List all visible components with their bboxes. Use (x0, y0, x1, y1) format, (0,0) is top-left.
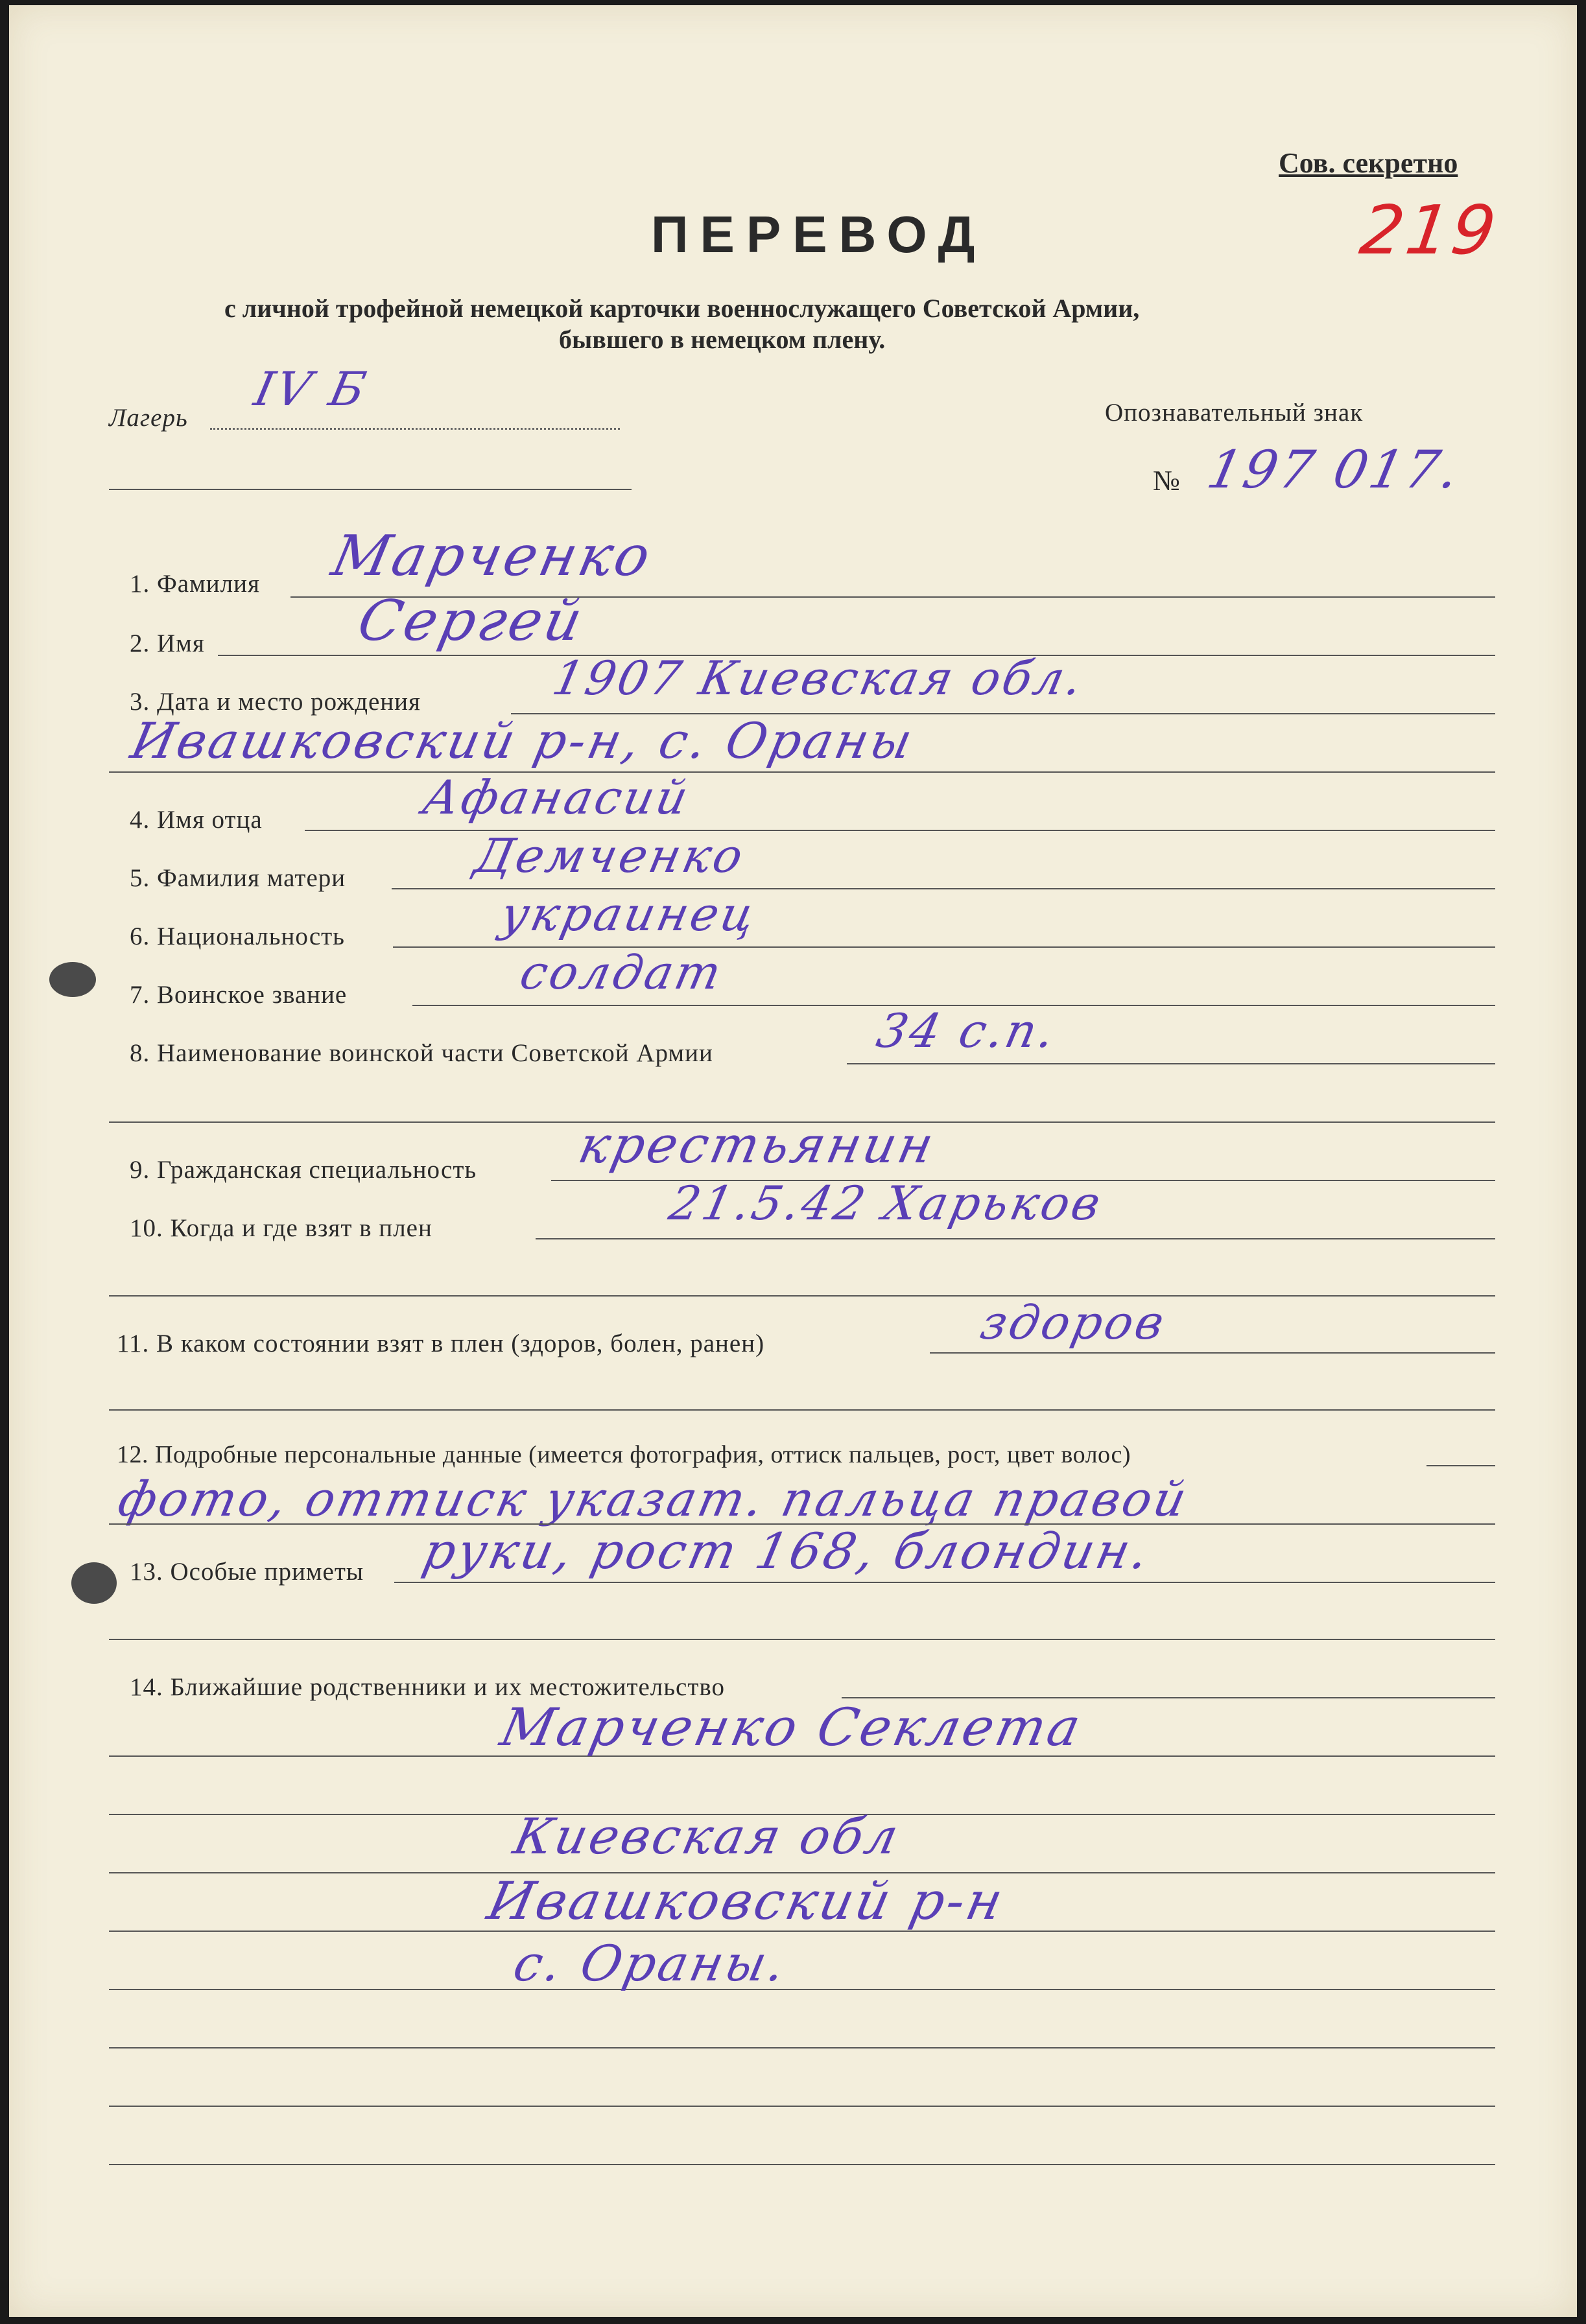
classification-label: Сов. секретно (1279, 147, 1458, 179)
identifier-value: 197 017. (1202, 440, 1467, 500)
field-9-value: крестьянин (573, 1116, 941, 1175)
camp-line-2 (109, 489, 632, 490)
field-3-label: 3. Дата и место рождения (130, 688, 421, 716)
field-11-line-2 (109, 1409, 1495, 1411)
identifier-prefix: № (1153, 465, 1180, 497)
number-stamp: 219 (1355, 191, 1504, 270)
identifier-label: Опознавательный знак (1105, 399, 1364, 427)
field-14-value-3: Ивашковский р-н (482, 1871, 1011, 1931)
field-8-label: 8. Наименование воинской части Советской Армии (130, 1039, 713, 1067)
field-13-value: руки, рост 168, блондин. (418, 1522, 1157, 1580)
field-14-line-6 (109, 1989, 1495, 1990)
field-2-value: Сергей (352, 589, 591, 653)
field-2-label: 2. Имя (130, 629, 205, 657)
field-10-line (536, 1238, 1495, 1239)
field-12-line (1426, 1465, 1495, 1466)
field-12-value: фото, оттиск указат. пальца правой (113, 1472, 1194, 1527)
punch-hole-top (49, 962, 96, 997)
subtitle-line-2: бывшего в немецком плену. (559, 325, 886, 354)
field-8-line (847, 1063, 1495, 1064)
field-14-line-9 (109, 2164, 1495, 2165)
field-5-value: Демченко (470, 828, 750, 883)
field-6-label: 6. Национальность (130, 922, 345, 950)
field-7-value: солдат (515, 945, 729, 1000)
camp-line (210, 428, 620, 430)
field-11-line (930, 1352, 1495, 1354)
separator-line-1 (109, 1295, 1495, 1297)
field-10-value: 21.5.42 Харьков (665, 1176, 1108, 1230)
camp-label: Лагерь (109, 404, 188, 432)
field-1-value: Марченко (326, 524, 659, 589)
page-title: ПЕРЕВОД (651, 205, 987, 263)
field-10-label: 10. Когда и где взят в плен (130, 1214, 432, 1242)
field-9-label: 9. Гражданская специальность (130, 1156, 477, 1184)
field-3-line-2 (109, 771, 1495, 773)
field-14-label: 14. Ближайшие родственники и их местожительство (130, 1673, 726, 1701)
field-7-label: 7. Воинское звание (130, 981, 348, 1009)
subtitle-line-1: с личной трофейной немецкой карточки военнослужащего Советской Армии, (224, 294, 1140, 323)
field-14-value-1: Марченко Секлета (495, 1697, 1089, 1757)
field-14-value-2: Киевская обл (508, 1807, 906, 1865)
field-8-value: 34 с.п. (872, 1004, 1062, 1058)
field-11-value: здоров (976, 1295, 1172, 1350)
field-14-line-8 (109, 2106, 1495, 2107)
punch-hole-bottom (71, 1562, 117, 1604)
document-sheet (9, 5, 1577, 2317)
field-11-label: 11. В каком состоянии взят в плен (здоров, болен, ранен) (117, 1330, 765, 1357)
field-13-line-2 (109, 1639, 1495, 1640)
field-5-label: 5. Фамилия матери (130, 864, 346, 892)
field-3-value: 1907 Киевская обл. (548, 651, 1090, 705)
field-4-label: 4. Имя отца (130, 806, 263, 834)
field-14-line-7 (109, 2047, 1495, 2048)
field-1-label: 1. Фамилия (130, 570, 260, 598)
field-14-value-4: с. Ораны. (508, 1934, 793, 1992)
field-4-value: Афанасий (418, 770, 696, 825)
field-3-value-2: Ивашковский р-н, с. Ораны (126, 712, 920, 769)
field-13-label: 13. Особые приметы (130, 1558, 364, 1586)
camp-value: IV Б (250, 362, 373, 416)
field-13-line (394, 1582, 1495, 1583)
field-12-label: 12. Подробные персональные данные (имеется фотография, оттиск пальцев, рост, цвет волос) (117, 1441, 1131, 1468)
field-6-value: украинец (496, 887, 763, 941)
